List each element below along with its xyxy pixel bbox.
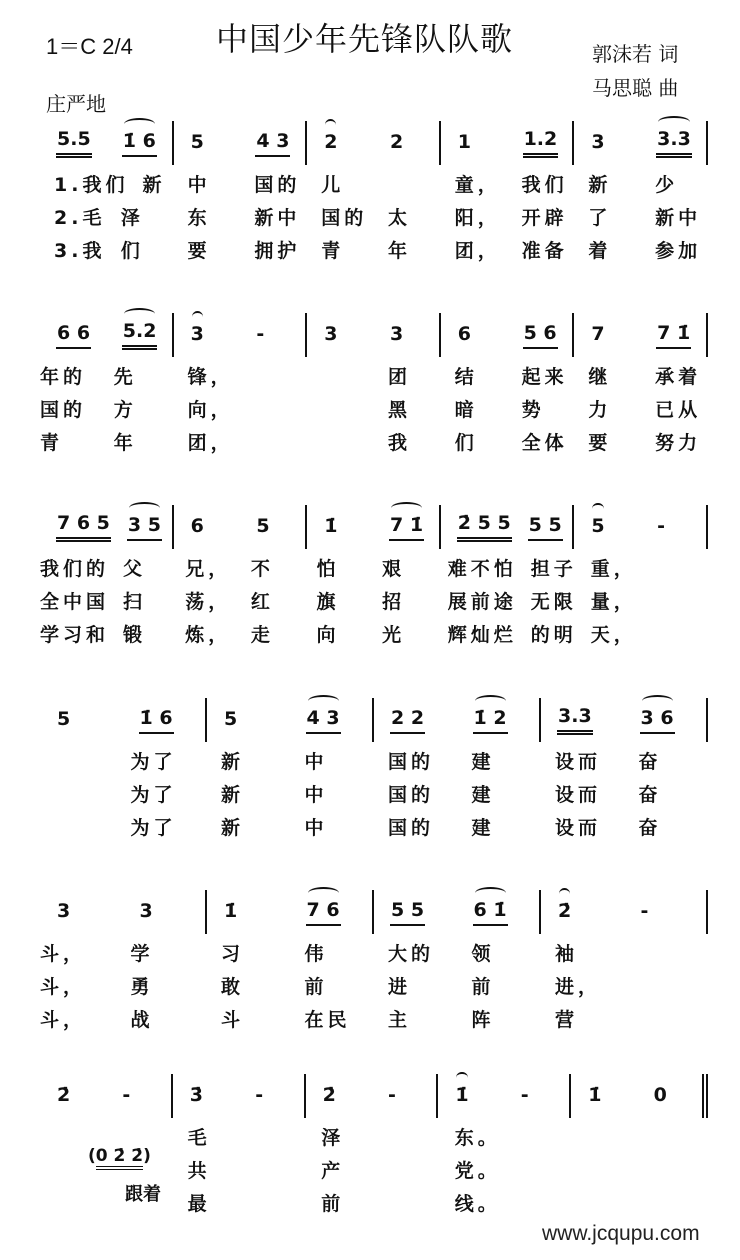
notes-row: [40, 313, 708, 357]
note: 3: [139, 899, 153, 922]
lyric-word: 拥护: [254, 239, 301, 262]
lyric-word: 进: [388, 975, 412, 998]
lyric-word: 领: [471, 942, 495, 965]
lyric-word: 新: [221, 750, 245, 773]
lyric-word: 产: [321, 1159, 345, 1182]
measure: [438, 1074, 571, 1118]
lyric-word: 锋，: [187, 365, 234, 388]
watermark: www.jcqupu.com: [542, 1222, 700, 1245]
lyric-word: 伟: [304, 942, 328, 965]
lyric-line-3: [40, 233, 708, 265]
lyric-word: 重，: [590, 557, 637, 580]
lyric-word: 荡，: [185, 590, 232, 613]
lyric-word: 锻: [123, 623, 147, 646]
measure: [40, 505, 174, 549]
note: 3: [324, 322, 338, 345]
note: 5: [57, 707, 71, 730]
lyric-word: 的明: [530, 623, 577, 646]
note: -: [388, 1083, 396, 1106]
measure: [441, 121, 575, 165]
lyric-word: 国的: [388, 750, 435, 773]
lyric-word: 担子: [530, 557, 577, 580]
measure: [174, 313, 308, 357]
lyric-word: 暗: [454, 398, 478, 421]
system-5: [40, 890, 708, 1031]
note: 5.5: [56, 128, 92, 158]
note: 7 1̇: [389, 514, 424, 541]
lyric-word: 辉灿烂: [447, 623, 517, 646]
measure: [306, 1074, 439, 1118]
lyric-word: 进，: [555, 975, 602, 998]
lyric-word: 艰: [382, 557, 406, 580]
lyric-word: 战: [130, 1008, 154, 1031]
note: 7 6: [306, 899, 341, 926]
lyric-word: 共: [187, 1159, 211, 1182]
lyric-word: 太: [387, 206, 411, 229]
lyric-word: 毛: [187, 1126, 211, 1149]
lyric-word: 新: [588, 173, 612, 196]
lyric-word: 学习和: [40, 623, 110, 646]
lyric-word: 我: [387, 431, 411, 454]
lyric-word: 要: [187, 239, 211, 262]
lyric-word: 建: [471, 783, 495, 806]
note: 0: [653, 1083, 667, 1106]
lyric-word: 黑: [387, 398, 411, 421]
lyric-line-2: [40, 584, 708, 616]
measure: [40, 313, 174, 357]
lyric-word: 国的: [40, 398, 87, 421]
lyric-word: 们: [120, 239, 144, 262]
lyric-word: 建: [471, 816, 495, 839]
lyric-line-2: [40, 969, 708, 1001]
note: 6: [190, 514, 204, 537]
note: 1̇ 6: [122, 130, 157, 157]
lyric-line-2: [40, 777, 708, 809]
lyric-word: 继: [588, 365, 612, 388]
intro-lyric: 跟着: [125, 1184, 161, 1205]
note: 3: [591, 130, 605, 153]
lyric-word: 新中: [655, 206, 702, 229]
lyric-line-1: [40, 551, 708, 583]
lyric-word: 中: [187, 173, 211, 196]
note: 3: [389, 322, 404, 345]
lyric-word: 国的: [321, 206, 368, 229]
lyric-word: 努力: [655, 431, 702, 454]
system-3: [40, 505, 708, 646]
lyric-word: 青: [40, 431, 64, 454]
lyric-word: 展前途: [447, 590, 517, 613]
note: -: [657, 514, 666, 537]
measure: [441, 313, 575, 357]
lyric-word: 难不怕: [447, 557, 517, 580]
lyric-word: 奋: [638, 750, 662, 773]
lyric-line-2: [40, 200, 708, 232]
lyric-word: 泽: [120, 206, 144, 229]
note: 1̇: [588, 1083, 602, 1106]
lyric-word: 1.我们: [54, 173, 129, 196]
lyric-word: 团: [387, 365, 411, 388]
lyric-word: 为了: [130, 783, 177, 806]
lyric-word: 红: [250, 590, 274, 613]
lyric-line-1: [40, 167, 708, 199]
notes-row: [40, 505, 708, 549]
lyric-word: 奋: [638, 816, 662, 839]
lyric-word: 设而: [555, 816, 602, 839]
lyric-word: 青: [321, 239, 345, 262]
lyric-word: 天，: [590, 623, 637, 646]
lyric-word: 大的: [388, 942, 435, 965]
lyric-word: 力: [588, 398, 612, 421]
measure: [307, 505, 441, 549]
lyric-word: 起来: [521, 365, 568, 388]
lyric-word: 线。: [454, 1192, 501, 1215]
note: 4 3: [306, 707, 341, 734]
lyric-word: 敢: [221, 975, 245, 998]
lyric-word: 在民: [304, 1008, 351, 1031]
lyric-word: 们: [454, 431, 478, 454]
note: 1̇: [324, 514, 338, 537]
measure: [40, 890, 207, 934]
lyric-word: 少: [655, 173, 679, 196]
lyric-word: 势: [521, 398, 545, 421]
lyric-word: 开辟: [521, 206, 568, 229]
lyric-word: 设而: [555, 783, 602, 806]
lyric-word: 团，: [454, 239, 501, 262]
lyric-word: 阵: [471, 1008, 495, 1031]
measure: [574, 505, 708, 549]
lyric-word: 中: [304, 783, 328, 806]
lyric-word: 全中国: [40, 590, 110, 613]
lyric-word: 阳，: [454, 206, 501, 229]
note: 1̇: [454, 1084, 469, 1109]
lyric-word: 年: [387, 239, 411, 262]
tempo-marking: 庄严地: [46, 92, 106, 116]
note: 3 6: [640, 707, 675, 734]
lyric-word: 营: [555, 1008, 579, 1031]
system-4: [40, 698, 708, 839]
note: 1.2: [523, 128, 559, 158]
lyric-word: 走: [250, 623, 274, 646]
measure: [174, 121, 308, 165]
note: 7: [591, 322, 605, 345]
lyric-word: 前: [471, 975, 495, 998]
lyric-word: 奋: [638, 783, 662, 806]
note: 5 6: [523, 322, 558, 349]
note: 1̇ 2: [473, 707, 508, 734]
note: 3 5: [127, 514, 162, 541]
note: 2̇: [322, 1083, 336, 1106]
note: 4 3: [255, 130, 290, 157]
composer-credit: 马思聪 曲: [592, 76, 679, 100]
note: 2: [323, 131, 338, 156]
intro-notes: 0 2̇ 2̇: [96, 1146, 143, 1170]
note: 5 5: [390, 899, 425, 926]
lyric-word: 斗，: [40, 1008, 87, 1031]
note: 6 6: [56, 322, 91, 349]
lyric-word: 着: [588, 239, 612, 262]
lyric-line-3: [40, 617, 708, 649]
note: 7 6 5: [56, 512, 111, 542]
measure: [541, 698, 708, 742]
lyric-word: 全体: [521, 431, 568, 454]
measure: [374, 698, 541, 742]
note: 5: [256, 514, 270, 537]
lyricist-credit: 郭沫若 词: [592, 42, 679, 66]
lyric-word: 新: [142, 173, 166, 196]
measure: [441, 505, 575, 549]
lyric-word: 结: [454, 365, 478, 388]
note: -: [255, 1083, 264, 1106]
lyric-word: 斗，: [40, 975, 87, 998]
lyric-word: 向: [316, 623, 340, 646]
note: -: [520, 1083, 529, 1106]
lyric-word: 国的: [388, 816, 435, 839]
lyric-word: 要: [588, 431, 612, 454]
measure: [571, 1074, 708, 1118]
note: 6: [457, 322, 472, 345]
note: 3: [57, 899, 71, 922]
note: 5: [590, 515, 605, 540]
lyric-line-3: [40, 1002, 708, 1034]
lyric-word: 量，: [590, 590, 637, 613]
note: 5: [224, 707, 238, 730]
notes-row: [40, 121, 708, 165]
lyric-line-1: [40, 359, 708, 391]
lyric-word: 最: [187, 1192, 211, 1215]
lyric-word: 学: [130, 942, 154, 965]
measure: [174, 505, 308, 549]
measure: [541, 890, 708, 934]
lyric-word: 新: [221, 816, 245, 839]
lyric-word: 新: [221, 783, 245, 806]
lyric-word: 国的: [254, 173, 301, 196]
note: 7 1̇: [656, 322, 691, 349]
lyric-word: 中: [304, 750, 328, 773]
note: 2: [389, 130, 404, 153]
note: 6 1̇: [473, 899, 508, 926]
lyric-word: 泽: [321, 1126, 345, 1149]
notes-row: [40, 890, 708, 934]
lyric-word: 儿: [321, 173, 345, 196]
lyric-word: 新中: [254, 206, 301, 229]
lyric-word: 炼，: [185, 623, 232, 646]
lyric-word: 旗: [316, 590, 340, 613]
measure: [307, 313, 441, 357]
measure: [374, 890, 541, 934]
lyric-word: 我们的: [40, 557, 110, 580]
lyric-word: 东: [187, 206, 211, 229]
lyric-word: 招: [382, 590, 406, 613]
note: -: [640, 899, 649, 922]
lyric-word: 国的: [388, 783, 435, 806]
system-1: [40, 121, 708, 262]
lyric-word: 了: [588, 206, 612, 229]
lyric-word: 童，: [454, 173, 501, 196]
lyric-word: 先: [113, 365, 137, 388]
notes-row: [40, 698, 708, 742]
lyric-word: 设而: [555, 750, 602, 773]
note: 3: [190, 323, 205, 348]
measure: [207, 890, 374, 934]
lyric-word: 为了: [130, 750, 177, 773]
lyric-word: 父: [123, 557, 147, 580]
lyric-word: 准备: [521, 239, 568, 262]
measure: [40, 121, 174, 165]
lyric-word: 建: [471, 750, 495, 773]
system-2: [40, 313, 708, 454]
lyric-word: 兄，: [185, 557, 232, 580]
lyric-word: 袖: [555, 942, 579, 965]
lyric-word: 前: [304, 975, 328, 998]
note: 1: [457, 130, 472, 153]
measure: [173, 1074, 306, 1118]
measure: [574, 313, 708, 357]
song-title: 中国少年先锋队队歌: [216, 20, 514, 58]
lyric-word: 团，: [187, 431, 234, 454]
note: -: [122, 1083, 131, 1106]
note: 5.2: [122, 320, 158, 350]
lyric-word: 承着: [655, 365, 702, 388]
note: 2 2: [390, 707, 425, 734]
lyric-word: 方: [113, 398, 137, 421]
lyric-word: 怕: [316, 557, 340, 580]
lyric-line-1: [40, 936, 708, 968]
note: 1̇: [224, 899, 238, 922]
lyric-word: 参加: [655, 239, 702, 262]
measure: [40, 1074, 173, 1118]
lyric-word: 3.我: [54, 239, 106, 262]
lyric-word: 斗: [221, 1008, 245, 1031]
notes-row: [40, 1074, 708, 1118]
lyric-word: 中: [304, 816, 328, 839]
lyric-word: 2.毛: [54, 206, 106, 229]
lyric-word: 已从: [655, 398, 702, 421]
note: 3̇: [189, 1083, 204, 1106]
lyric-word: 年: [113, 431, 137, 454]
note: 2̇ 5 5: [457, 512, 512, 542]
lyric-word: 光: [382, 623, 406, 646]
note: 3.3: [656, 128, 692, 158]
lyric-word: 扫: [123, 590, 147, 613]
lyric-word: 斗，: [40, 942, 87, 965]
lyric-word: 主: [388, 1008, 412, 1031]
note: 1̇ 6: [139, 707, 174, 734]
lyric-line-2: [40, 392, 708, 424]
lyric-word: 年的: [40, 365, 87, 388]
lyric-word: 为了: [130, 816, 177, 839]
intro-phrase: (0 2̇ 2̇): [88, 1146, 151, 1166]
lyric-word: 东。: [454, 1126, 501, 1149]
lyric-word: 党。: [454, 1159, 501, 1182]
lyric-word: 无限: [530, 590, 577, 613]
measure: [40, 698, 207, 742]
measure: [207, 698, 374, 742]
lyric-line-1: [40, 744, 708, 776]
lyric-word: 前: [321, 1192, 345, 1215]
measure: [307, 121, 441, 165]
note: 2̇: [557, 900, 572, 925]
key-time-signature: 1＝C 2/4: [46, 34, 133, 59]
note: 2̇: [57, 1083, 71, 1106]
lyric-line-3: [40, 810, 708, 842]
note: 5 5: [528, 514, 563, 541]
lyric-word: 不: [250, 557, 274, 580]
lyric-word: 我们: [521, 173, 568, 196]
lyric-word: 勇: [130, 975, 154, 998]
measure: [574, 121, 708, 165]
lyric-line-3: [40, 425, 708, 457]
lyric-word: 习: [221, 942, 245, 965]
lyric-word: 向，: [187, 398, 234, 421]
note: -: [256, 322, 265, 345]
note: 3.3: [557, 705, 593, 735]
note: 5: [190, 130, 204, 153]
